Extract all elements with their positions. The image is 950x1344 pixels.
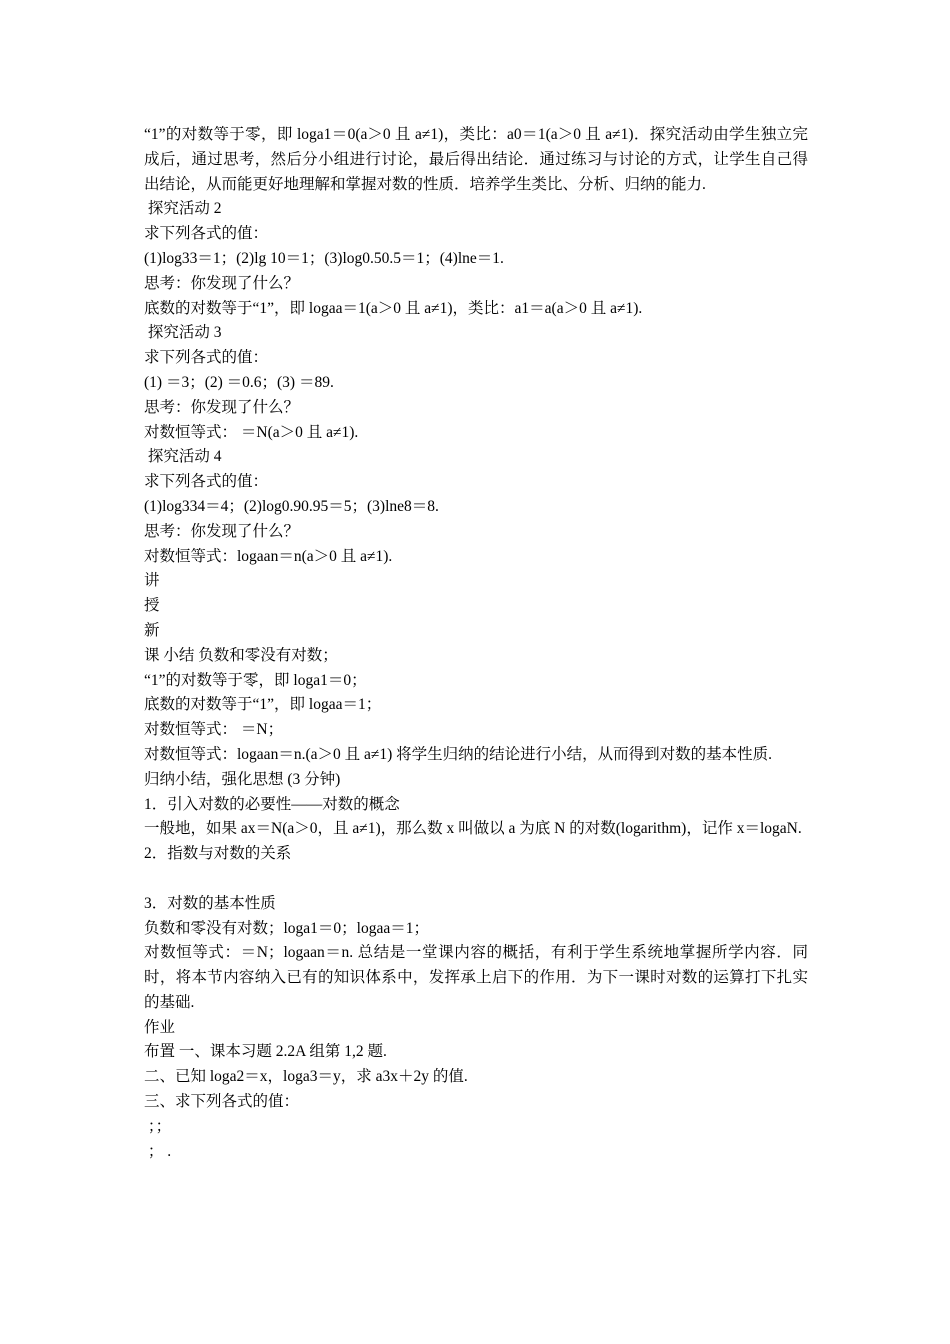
text-log-identity-1: 对数恒等式： ＝N(a＞0 且 a≠1). — [144, 423, 359, 441]
heading-activity-2: 探究活动 2 — [144, 200, 222, 218]
text-summary-3: 对数恒等式： ＝N； — [144, 721, 284, 739]
question-think-3: 思考：你发现了什么？ — [144, 522, 300, 540]
document-body — [144, 123, 808, 1164]
text-log-identity-2: 对数恒等式：logaan＝n(a＞0 且 a≠1). — [144, 547, 393, 565]
question-think-2: 思考：你发现了什么？ — [144, 398, 300, 416]
heading-activity-4: 探究活动 4 — [144, 448, 222, 466]
text-find-values-3: 求下列各式的值： — [144, 473, 269, 491]
paragraph-conclusion: 对数恒等式：＝N；logaan＝n. 总结是一堂课内容的概括，有利于学生系统地掌握所学内容．同时，将本节内容纳入已有的知识体系中，发挥承上启下的作用．为下一课时对数的运算打下扎实的基础. — [144, 944, 808, 1011]
heading-activity-3: 探究活动 3 — [144, 324, 222, 342]
paragraph-log1-property: “1”的对数等于零，即 loga1＝0(a＞0 且 a≠1)，类比：a0＝1(a＞0 且 a≠1)．探究活动由学生独立完成后，通过思考，然后分小组进行讨论，最后得出结论．通过练习与讨论的方式，让学生自己得出结论，从而能更好地理解和掌握对数的性质．培养学生类比、分析、归纳的能力. — [144, 126, 808, 193]
blank-line — [144, 867, 808, 892]
text-summary-1: “1”的对数等于零，即 loga1＝0； — [144, 671, 367, 689]
label-xin: 新 — [144, 621, 160, 639]
text-properties-list: 负数和零没有对数；loga1＝0；logaa＝1； — [144, 919, 430, 937]
text-base-log-property: 底数的对数等于“1”，即 logaa＝1(a＞0 且 a≠1)，类比：a1＝a(a＞0 且 a≠1). — [144, 299, 643, 317]
equations-activity-3: (1) ＝3；(2) ＝0.6；(3) ＝89. — [144, 373, 334, 391]
text-find-values-2: 求下列各式的值： — [144, 349, 269, 367]
item-1-log-concept: 1．引入对数的必要性——对数的概念 — [144, 795, 400, 813]
text-find-values-1: 求下列各式的值： — [144, 225, 269, 243]
equations-activity-2: (1)log33＝1；(2)lg 10＝1；(3)log0.50.5＝1；(4)lne＝1. — [144, 249, 504, 267]
equations-activity-4: (1)log334＝4；(2)log0.90.95＝5；(3)lne8＝8. — [144, 497, 439, 515]
question-think-1: 思考：你发现了什么？ — [144, 274, 300, 292]
homework-3-items-a: ；； — [144, 1117, 172, 1135]
text-summary-intro: 课 小结 负数和零没有对数； — [144, 646, 338, 664]
item-3-log-properties: 3．对数的基本性质 — [144, 894, 276, 912]
text-summary-2: 底数的对数等于“1”，即 logaa＝1； — [144, 696, 382, 714]
item-2-exp-log-relation: 2．指数与对数的关系 — [144, 845, 292, 863]
paragraph-log-definition: 一般地，如果 ax＝N(a＞0，且 a≠1)，那么数 x 叫做以 a 为底 N 的对数(logarithm)，记作 x＝logaN. — [144, 820, 802, 838]
label-jiang: 讲 — [144, 572, 160, 590]
homework-1: 布置 一、课本习题 2.2A 组第 1,2 题. — [144, 1043, 387, 1061]
label-homework: 作业 — [144, 1018, 176, 1036]
homework-2: 二、已知 loga2＝x，loga3＝y，求 a3x＋2y 的值. — [144, 1068, 468, 1086]
label-shou: 授 — [144, 597, 160, 615]
heading-induction: 归纳小结，强化思想 (3 分钟) — [144, 770, 341, 788]
paragraph-summary-4: 对数恒等式：logaan＝n.(a＞0 且 a≠1) 将学生归纳的结论进行小结，从而得到对数的基本性质. — [144, 745, 773, 763]
homework-3-items-b: ； . — [144, 1142, 172, 1160]
homework-3: 三、求下列各式的值： — [144, 1093, 300, 1111]
